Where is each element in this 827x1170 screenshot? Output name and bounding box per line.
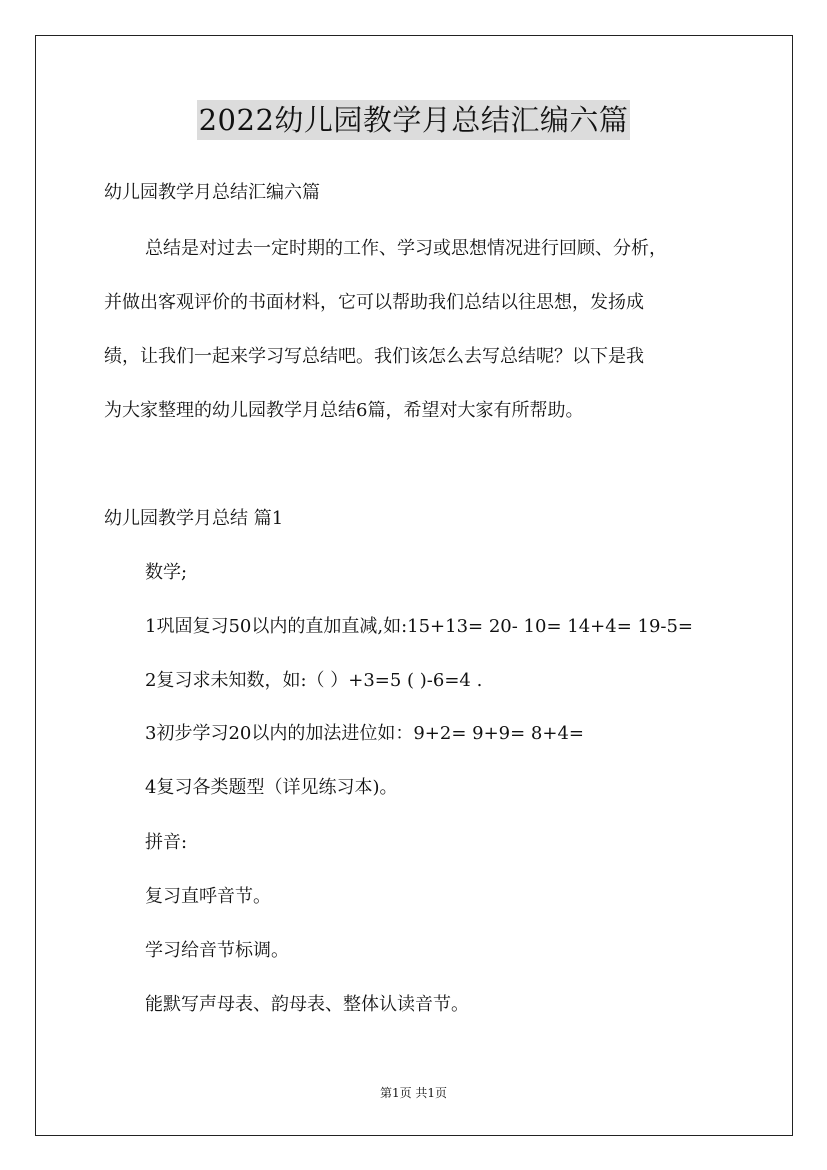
- intro-line: 绩，让我们一起来学习写总结吧。我们该怎么去写总结呢？以下是我: [104, 346, 644, 367]
- content-line: 3初步学习20以内的加法进位如：9+2= 9+9= 8+4=: [145, 723, 585, 744]
- section-heading: 幼儿园教学月总结 篇1: [104, 508, 284, 529]
- title-container: [0, 100, 827, 140]
- intro-line: 总结是对过去一定时期的工作、学习或思想情况进行回顾、分析，: [145, 238, 667, 259]
- intro-line: 为大家整理的幼儿园教学月总结6篇，希望对大家有所帮助。: [104, 400, 584, 421]
- content-line: 2复习求未知数，如:（ ）+3=5 ( )-6=4 .: [145, 670, 483, 691]
- content-line: 拼音:: [145, 832, 188, 853]
- content-line: 能默写声母表、韵母表、整体认读音节。: [145, 994, 469, 1015]
- content-line: 1巩固复习50以内的直加直减,如:15+13= 20- 10= 14+4= 19-5=: [145, 616, 694, 637]
- page-footer: 第1页 共1页: [379, 1086, 448, 1100]
- content-line: 数学;: [145, 562, 188, 583]
- content-line: 复习直呼音节。: [145, 886, 271, 907]
- content-line: 4复习各类题型（详见练习本)。: [145, 777, 398, 798]
- content-line: 学习给音节标调。: [145, 940, 289, 961]
- intro-line: 并做出客观评价的书面材料，它可以帮助我们总结以往思想，发扬成: [104, 292, 644, 313]
- document-title: 2022幼儿园教学月总结汇编六篇: [197, 100, 631, 140]
- document-subtitle: 幼儿园教学月总结汇编六篇: [104, 182, 320, 203]
